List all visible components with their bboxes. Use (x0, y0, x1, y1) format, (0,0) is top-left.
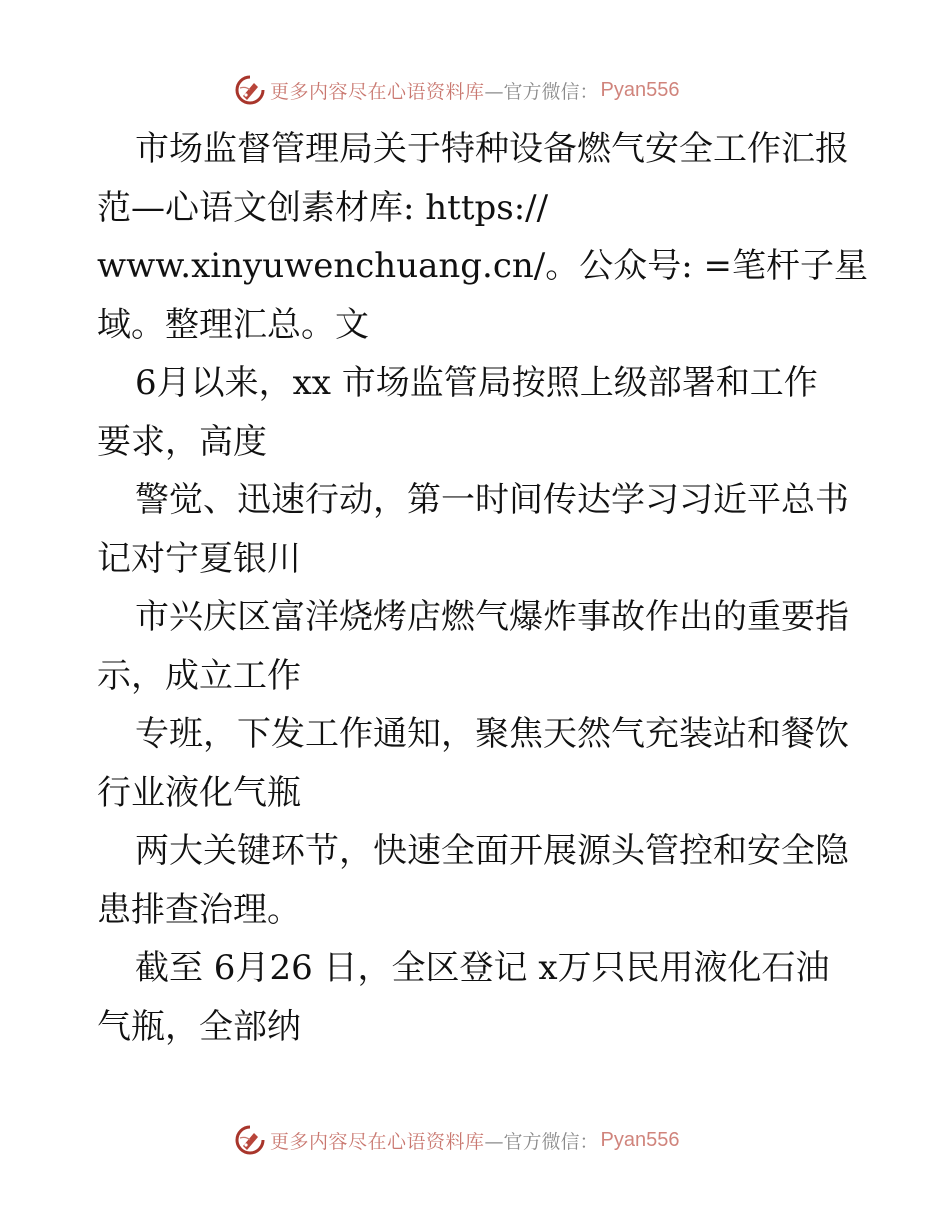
doc-line: 6月以来，xx 市场监管局按照上级部署和工作 (135, 363, 818, 403)
doc-line: 警觉、迅速行动，第一时间传达学习习近平总书 (135, 480, 849, 520)
header-watermark (234, 72, 714, 108)
doc-line: 气瓶，全部纳 (97, 1006, 301, 1047)
doc-line: 两大关键环节，快速全面开展源头管控和安全隐 (135, 831, 849, 871)
doc-line: www.xinyuwenchuang.cn/。公众号: =笔杆子星 (97, 246, 868, 286)
doc-line: 范—心语文创素材库: https:// (97, 187, 549, 228)
doc-line: 要求，高度 (97, 421, 267, 462)
doc-line: 市兴庆区富洋烧烤店燃气爆炸事故作出的重要指 (135, 597, 849, 637)
document-body (97, 120, 868, 1056)
watermark-site-text: 更多内容尽在心语资料库 (270, 1130, 485, 1153)
pen-circle-logo-icon (234, 1124, 266, 1156)
doc-line: 专班，下发工作通知，聚焦天然气充装站和餐饮 (135, 714, 849, 754)
pen-circle-logo-icon (234, 74, 266, 106)
footer-watermark (234, 1122, 714, 1158)
watermark-wechat-label: —官方微信： (484, 80, 599, 103)
watermark-wechat-label: —官方微信： (484, 1130, 599, 1153)
doc-line: 行业液化气瓶 (97, 772, 301, 813)
doc-line: 域。整理汇总。文 (97, 304, 369, 345)
doc-line: 记对宁夏银川 (97, 538, 301, 579)
doc-line: 截至 6月26 日，全区登记 x万只民用液化石油 (135, 948, 830, 988)
watermark-wechat-id: Pyan556 (600, 78, 680, 101)
doc-line: 示，成立工作 (97, 655, 301, 696)
doc-line: 患排查治理。 (97, 889, 301, 930)
doc-line: 市场监督管理局关于特种设备燃气安全工作汇报 (135, 129, 849, 169)
watermark-wechat-id: Pyan556 (600, 1128, 680, 1151)
watermark-site-text: 更多内容尽在心语资料库 (270, 80, 485, 103)
